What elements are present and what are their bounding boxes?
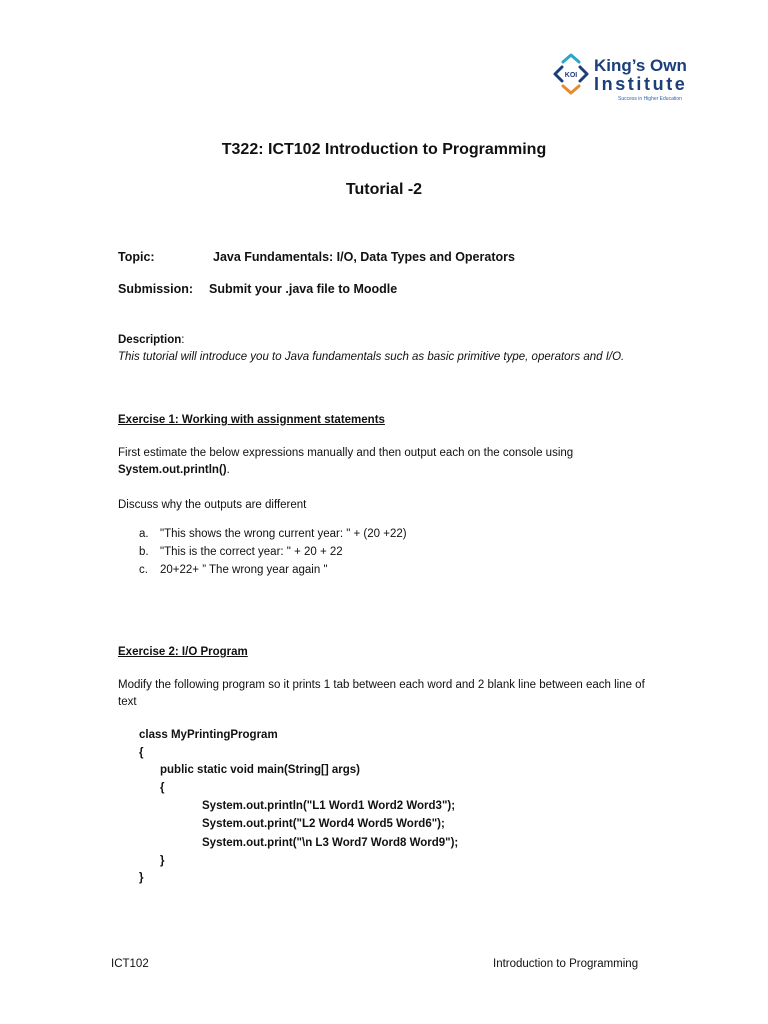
institute-logo [552, 52, 702, 106]
code-line: System.out.print("L2 Word4 Word5 Word6"); [202, 818, 445, 830]
description-label: Description [118, 334, 182, 346]
code-line: { [160, 782, 165, 794]
exercise1-intro-text: First estimate the below expressions manually and then output each on the console using [118, 447, 574, 459]
code-line: public static void main(String[] args) [160, 764, 360, 776]
list-item-text: "This is the correct year: " + 20 + 22 [160, 546, 343, 558]
code-line: } [139, 872, 144, 884]
exercise2-instructions: Modify the following program so it prints 1 tab between each word and 2 blank line between each line of text [118, 679, 645, 708]
exercise1-discuss: Discuss why the outputs are different [118, 499, 307, 511]
logo-badge-text: KOI [564, 72, 578, 79]
submission-label: Submission: [118, 282, 194, 296]
logo-name-line2: Institute [594, 74, 688, 94]
list-item-text: 20+22+ ” The wrong year again " [160, 564, 328, 576]
footer-course-name: Introduction to Programming [493, 958, 639, 970]
code-line: class MyPrintingProgram [139, 729, 278, 741]
submission-value: Submit your .java file to Moodle [209, 282, 398, 296]
code-line: System.out.println("L1 Word1 Word2 Word3"); [202, 800, 456, 812]
code-line: { [139, 747, 144, 759]
document-title: T322: ICT102 Introduction to Programming [221, 141, 547, 158]
code-line: } [160, 855, 165, 867]
list-marker: c. [139, 564, 148, 576]
topic-label: Topic: [118, 250, 155, 264]
exercise2-heading: Exercise 2: I/O Program [118, 646, 248, 658]
logo-tagline: Success in Higher Education [618, 96, 682, 102]
description-colon: : [181, 334, 185, 346]
topic-value: Java Fundamentals: I/O, Data Types and Operators [213, 250, 515, 264]
description-text: This tutorial will introduce you to Java fundamentals such as basic primitive type, operators and I/O. [118, 351, 625, 363]
list-item-text: "This shows the wrong current year: " + (20 +22) [160, 528, 407, 540]
exercise1-heading: Exercise 1: Working with assignment statements [118, 414, 385, 426]
koi-emblem-icon [552, 52, 592, 96]
footer-course-code: ICT102 [111, 958, 149, 970]
exercise1-intro-code: System.out.println() [118, 464, 227, 476]
exercise1-intro-end: . [226, 464, 230, 476]
list-marker: b. [139, 546, 149, 558]
exercise1-intro [118, 445, 658, 479]
logo-name-line1: King’s Own [594, 56, 687, 75]
document-subtitle: Tutorial -2 [345, 181, 423, 198]
list-marker: a. [139, 528, 149, 540]
code-line: System.out.print("\n L3 Word7 Word8 Word9"); [202, 837, 459, 849]
description-heading [118, 334, 184, 346]
